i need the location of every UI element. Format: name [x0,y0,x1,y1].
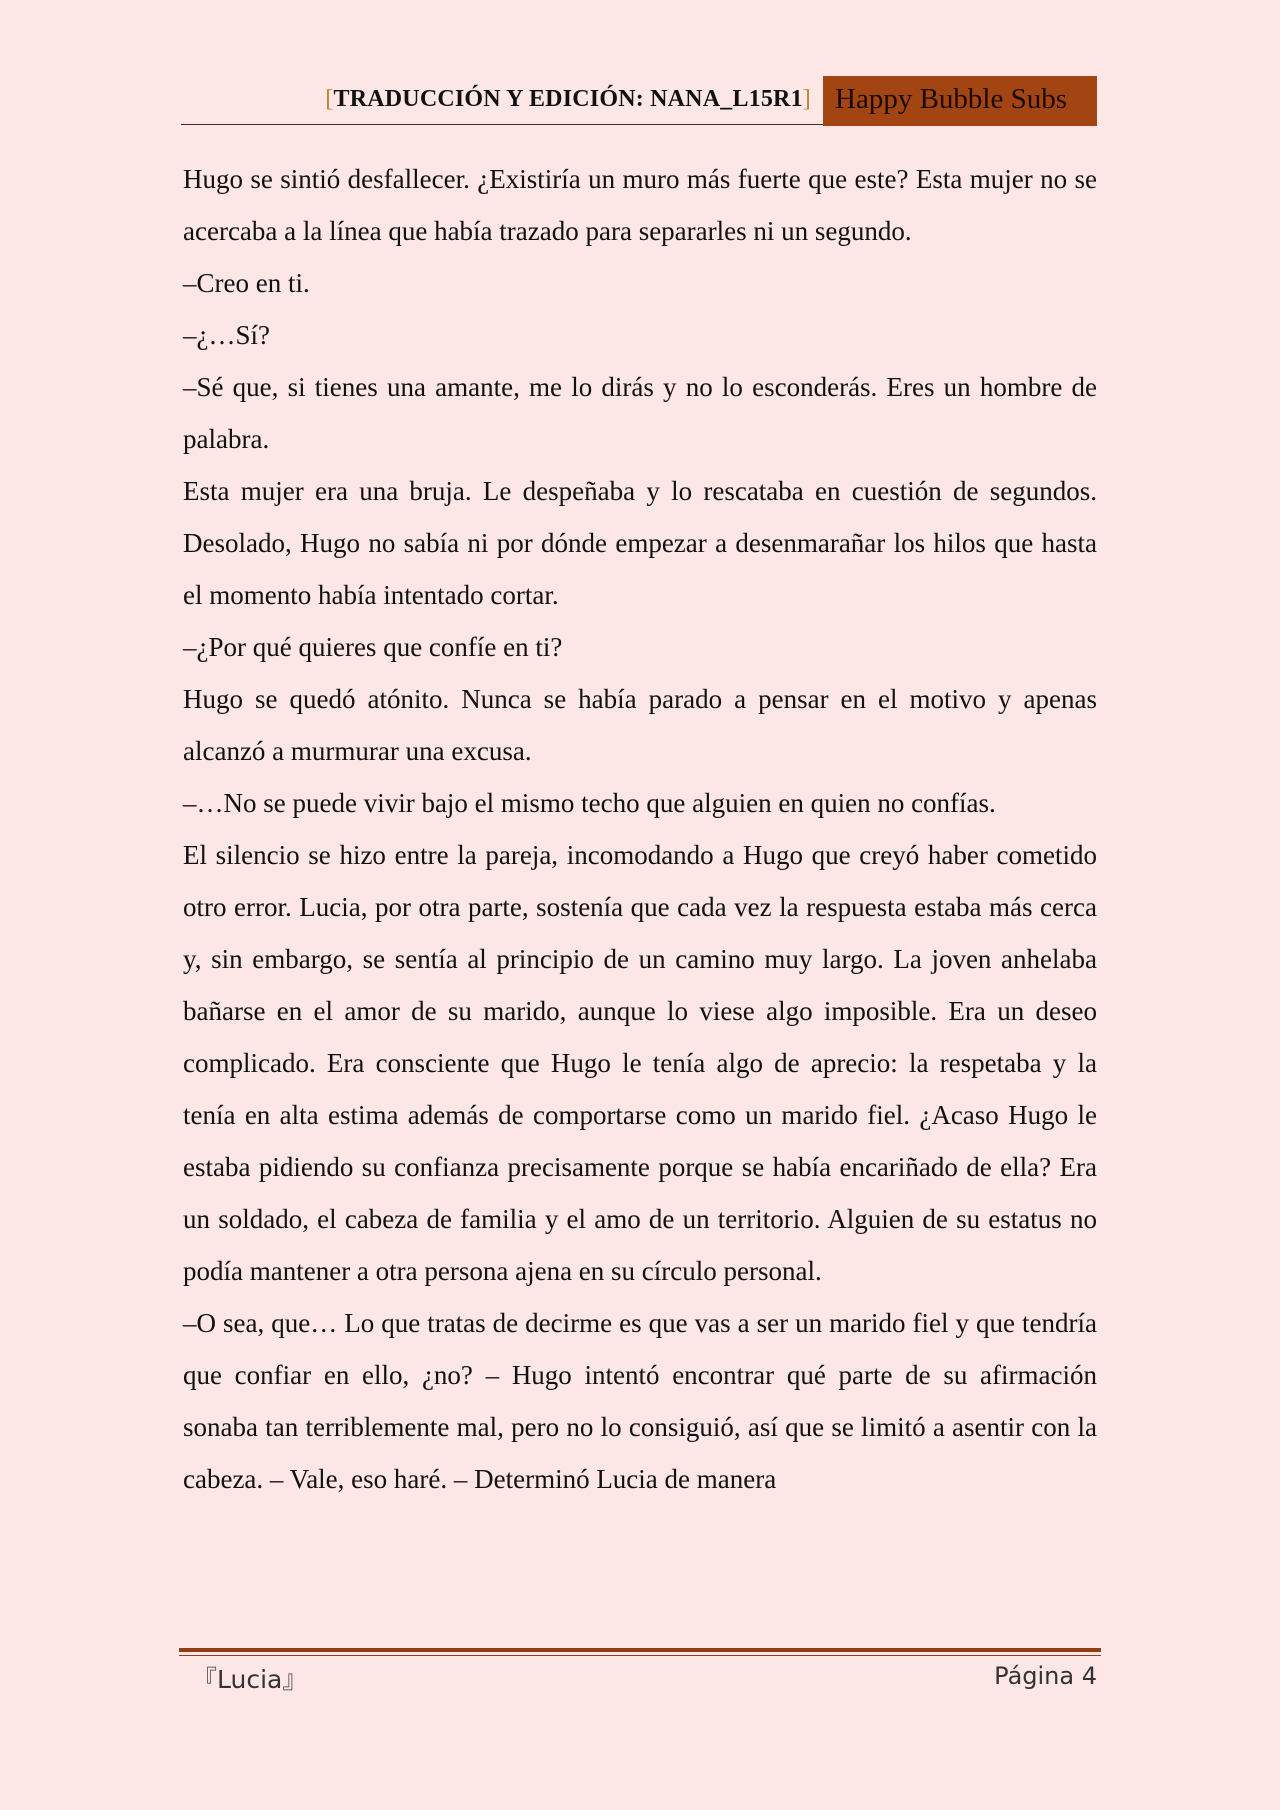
header-credit [181,76,823,125]
paragraph: –¿…Sí? [183,320,270,350]
paragraph: El silencio se hizo entre la pareja, incomodando a Hugo que creyó haber cometido otro error. Lucia, por otra parte, sostenía que cada vez la respuesta estaba más cerca y, sin embargo, se sentía al principio de un camino muy largo. La joven anhelaba bañarse en el amor de su marido, aunque lo viese algo imposible. Era un deseo complicado. Era consciente que Hugo le tenía algo de aprecio: la respetaba y la tenía en alta estima además de comportarse como un marido fiel. ¿Acaso Hugo le estaba pidiendo su confianza precisamente porque se había encariñado de ella? Era un soldado, el cabeza de familia y el amo de un territorio. Alguien de su estatus no podía mantener a otra persona ajena en su círculo personal. [183,840,1097,1286]
page-header [181,76,1097,126]
paragraph: –Sé que, si tienes una amante, me lo dirás y no lo esconderás. Eres un hombre de palabra. [183,372,1097,454]
paragraph: –¿Por qué quieres que confíe en ti? [183,632,563,662]
footer-rule-thin [179,1655,1101,1656]
header-title: TRADUCCIÓN Y EDICIÓN: NANA_L15R1 [333,86,803,112]
header-open-bracket: [ [325,86,334,112]
footer-page-number: Página 4 [994,1662,1097,1690]
paragraph: –…No se puede vivir bajo el mismo techo que alguien en quien no confías. [183,788,996,818]
page-body [183,153,1097,1505]
paragraph: Esta mujer era una bruja. Le despeñaba y lo rescataba en cuestión de segundos. Desolado, Hugo no sabía ni por dónde empezar a desenmarañar los hilos que hasta el momento había intentado cortar. [183,476,1097,610]
paragraph: –Creo en ti. [183,268,310,298]
footer-rule [179,1648,1101,1652]
footer-book-title: 『Lucia』 [192,1665,308,1694]
header-brand: Happy Bubble Subs [823,76,1097,126]
header-close-bracket: ] [802,86,811,112]
paragraph: –O sea, que… Lo que tratas de decirme es que vas a ser un marido fiel y que tendría que confiar en ello, ¿no? – Hugo intentó encontrar qué parte de su afirmación sonaba tan terriblemente mal, pero no lo consiguió, así que se limitó a asentir con la cabeza. – Vale, eso haré. – Determinó Lucia de manera [183,1308,1097,1494]
paragraph: Hugo se quedó atónito. Nunca se había parado a pensar en el motivo y apenas alcanzó a murmurar una excusa. [183,684,1097,766]
paragraph: Hugo se sintió desfallecer. ¿Existiría un muro más fuerte que este? Esta mujer no se acercaba a la línea que había trazado para separarles ni un segundo. [183,164,1097,246]
